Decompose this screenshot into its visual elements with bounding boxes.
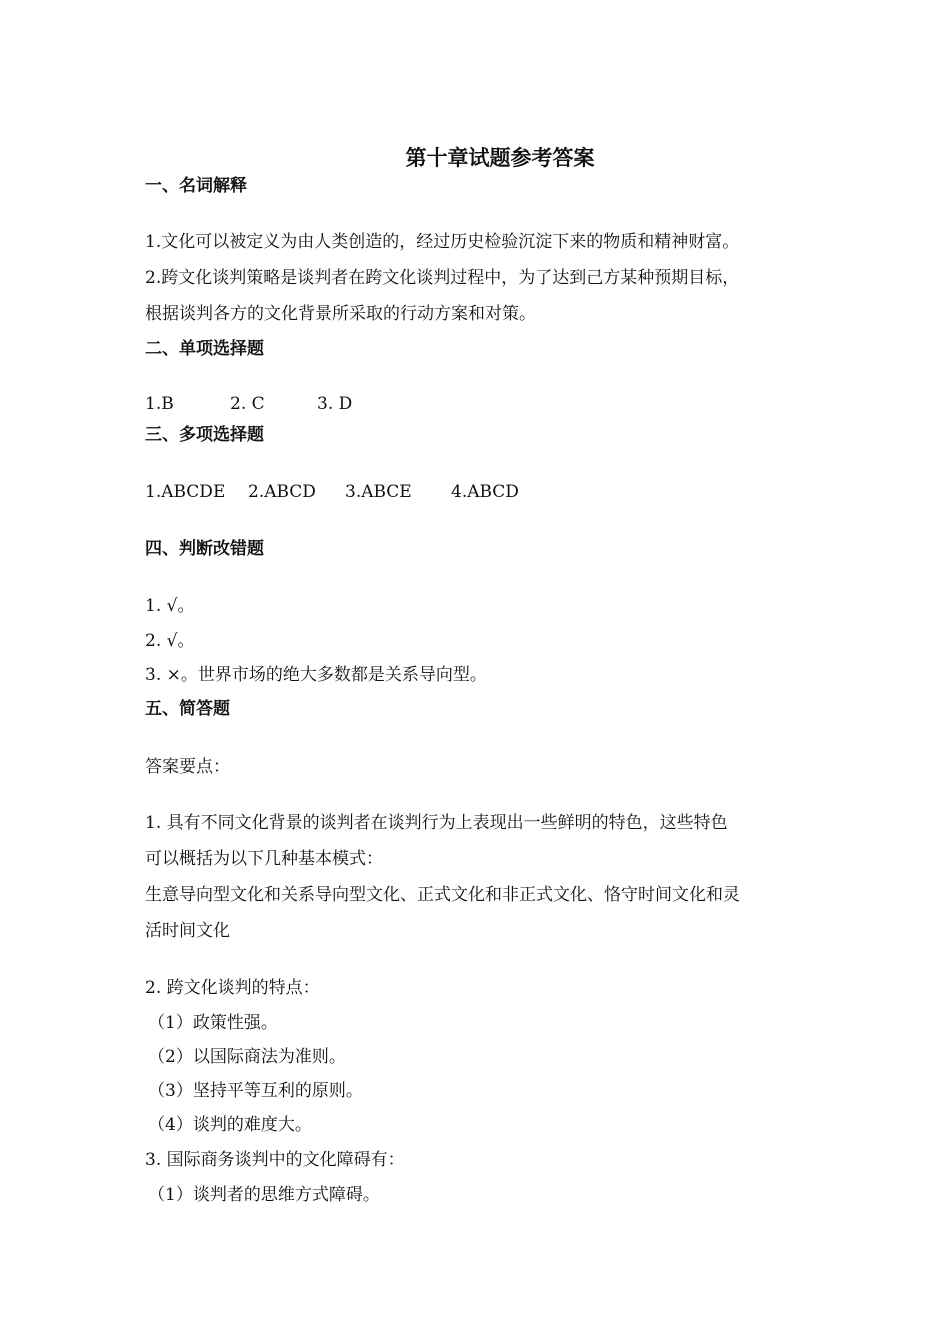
short-answer-line: 生意导向型文化和关系导向型文化、正式文化和非正式文化、恪守时间文化和灵: [145, 885, 740, 905]
short-answer-line: （4）谈判的难度大。: [148, 1115, 312, 1135]
section-heading-definitions: 一、名词解释: [145, 176, 247, 196]
section-heading-true-false: 四、判断改错题: [145, 539, 264, 559]
multiple-choice-answer: 2.ABCD: [248, 482, 316, 502]
short-answer-line: （3）坚持平等互利的原则。: [148, 1081, 363, 1101]
short-answer-line: 3. 国际商务谈判中的文化障碍有：: [145, 1150, 405, 1170]
section-heading-single-choice: 二、单项选择题: [145, 339, 264, 359]
multiple-choice-answer: 1.ABCDE: [145, 482, 226, 502]
section-heading-short-answer: 五、简答题: [145, 699, 230, 719]
multiple-choice-answer: 4.ABCD: [451, 482, 519, 502]
single-choice-answer: 1.B: [145, 394, 174, 414]
answer-key-intro: 答案要点：: [145, 757, 230, 777]
short-answer-line: 活时间文化: [145, 921, 230, 941]
short-answer-line: 1. 具有不同文化背景的谈判者在谈判行为上表现出一些鲜明的特色，这些特色: [145, 813, 728, 833]
single-choice-answer: 2. C: [230, 394, 265, 414]
short-answer-line: （1）政策性强。: [148, 1013, 278, 1033]
definition-line: 1.文化可以被定义为由人类创造的，经过历史检验沉淀下来的物质和精神财富。: [145, 232, 740, 252]
short-answer-line: 2. 跨文化谈判的特点：: [145, 978, 320, 998]
true-false-answer: 1. √。: [145, 596, 195, 616]
short-answer-line: （2）以国际商法为准则。: [148, 1047, 346, 1067]
short-answer-line: 可以概括为以下几种基本模式：: [145, 849, 383, 869]
multiple-choice-answer: 3.ABCE: [345, 482, 412, 502]
page-title: 第十章试题参考答案: [405, 146, 595, 170]
short-answer-line: （1）谈判者的思维方式障碍。: [148, 1185, 380, 1205]
true-false-answer: 3. ×。世界市场的绝大多数都是关系导向型。: [145, 665, 487, 685]
single-choice-answer: 3. D: [317, 394, 353, 414]
definition-line: 2.跨文化谈判策略是谈判者在跨文化谈判过程中，为了达到己方某种预期目标，: [145, 268, 740, 288]
true-false-answer: 2. √。: [145, 631, 195, 651]
section-heading-multiple-choice: 三、多项选择题: [145, 425, 264, 445]
definition-line: 根据谈判各方的文化背景所采取的行动方案和对策。: [145, 304, 536, 324]
